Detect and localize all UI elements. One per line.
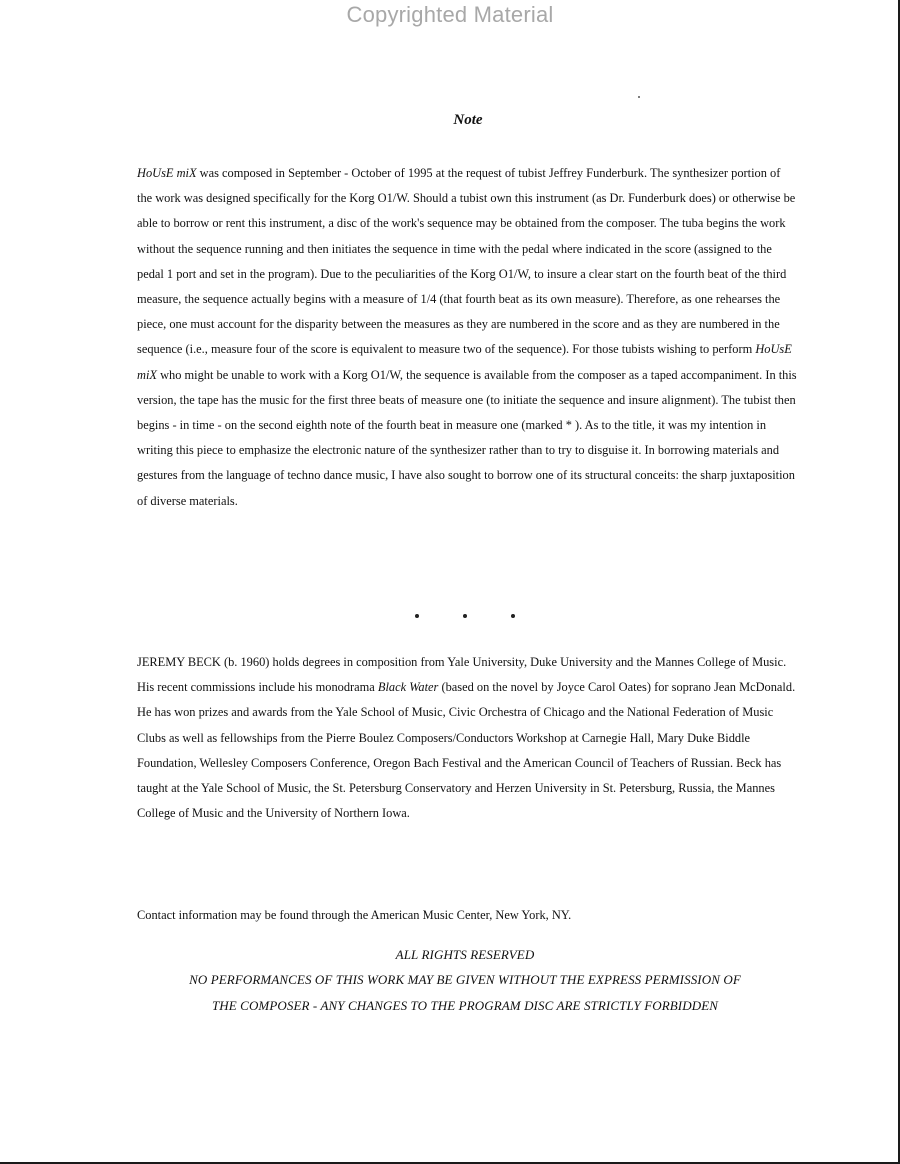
bio-text-part2: (based on the novel by Joyce Carol Oates) for soprano Jean McDonald. He has won prizes and awards from the Yale School of Music, Civic Orchestra of Chicago and the National Federation of Music Clubs as well as fellowships from the Pierre Boulez Composers/Conductors Workshop at Carnegie Hall, Mary Duke Biddle Foundation, Wellesley Composers Conference, Oregon Bach Festival and the American Council of Teachers of Russian. Beck has taught at the Yale School of Music, the St. Petersburg Conservatory and Herzen University in St. Petersburg, Russia, the Mannes College of Music and the University of Northern Iowa. — [137, 680, 796, 821]
scan-speck — [638, 96, 640, 98]
work-title: HoUsE miX — [137, 166, 197, 180]
note-paragraph — [137, 161, 797, 514]
copyright-watermark: Copyrighted Material — [346, 2, 554, 27]
page-title: Note — [453, 112, 483, 128]
composer-name: JEREMY BECK — [137, 655, 221, 669]
bio-work-title: Black Water — [377, 680, 439, 695]
rights-reserved-line: ALL RIGHTS RESERVED — [395, 947, 535, 962]
performance-notice-line: NO PERFORMANCES OF THIS WORK MAY BE GIVEN WITHOUT THE EXPRESS PERMISSION OF — [189, 972, 741, 987]
changes-forbidden-line: THE COMPOSER - ANY CHANGES TO THE PROGRAM DISC ARE STRICTLY FORBIDDEN — [211, 998, 719, 1013]
work-title-inline: HoUsE miX — [137, 342, 792, 382]
divider-dot — [511, 614, 515, 618]
note-text-intro: was composed in September - October of 1995 at the request of tubist Jeffrey Funderburk. The synthesizer portion of the work was designed specifically for the Korg O1/W. Should a tubist own this instrument (as Dr. Funderburk does) or otherwise be able to borrow or rent this instrument, a disc of the work's sequence may be obtained from the composer. The tuba begins the work without the sequence running and then initiates the sequence in time with the pedal where indicated in the score (assigned to the pedal 1 port and set in the program). Due to the peculiarities of the Korg O1/W, to insure a clear start on the fourth beat of the third measure, the sequence actually begins with a measure of 1/4 (that fourth beat as its own measure). Therefore, as one rehearses the piece, one must account for the disparity between the measures as they are numbered in the score and as they are numbered in the sequence (i.e., measure four of the score is equivalent to measure two of the sequence). For those tubists wishing to perform — [137, 166, 796, 357]
bio-text-part1: (b. 1960) holds degrees in composition from Yale University, Duke University and the Mannes College of Music. His recent commissions include his monodrama — [137, 655, 787, 695]
note-text-rest: who might be unable to work with a Korg O1/W, the sequence is available from the composer as a taped accompaniment. In this version, the tape has the music for the first three beats of measure one (to initiate the sequence and insure alignment). The tubist then begins - in time - on the second eighth note of the fourth beat in measure one (marked * ). As to the title, it was my intention in writing this piece to emphasize the electronic nature of the synthesizer rather than to try to disguise it. In borrowing materials and gestures from the language of techno dance music, I have also sought to borrow one of its structural conceits: the sharp juxtaposition of diverse materials. — [137, 367, 797, 508]
composer-bio-paragraph — [137, 650, 797, 826]
contact-paragraph: Contact information may be found through the American Music Center, New York, NY. — [137, 908, 572, 922]
section-divider — [0, 610, 900, 621]
divider-dot — [463, 614, 467, 618]
divider-dot — [415, 614, 419, 618]
